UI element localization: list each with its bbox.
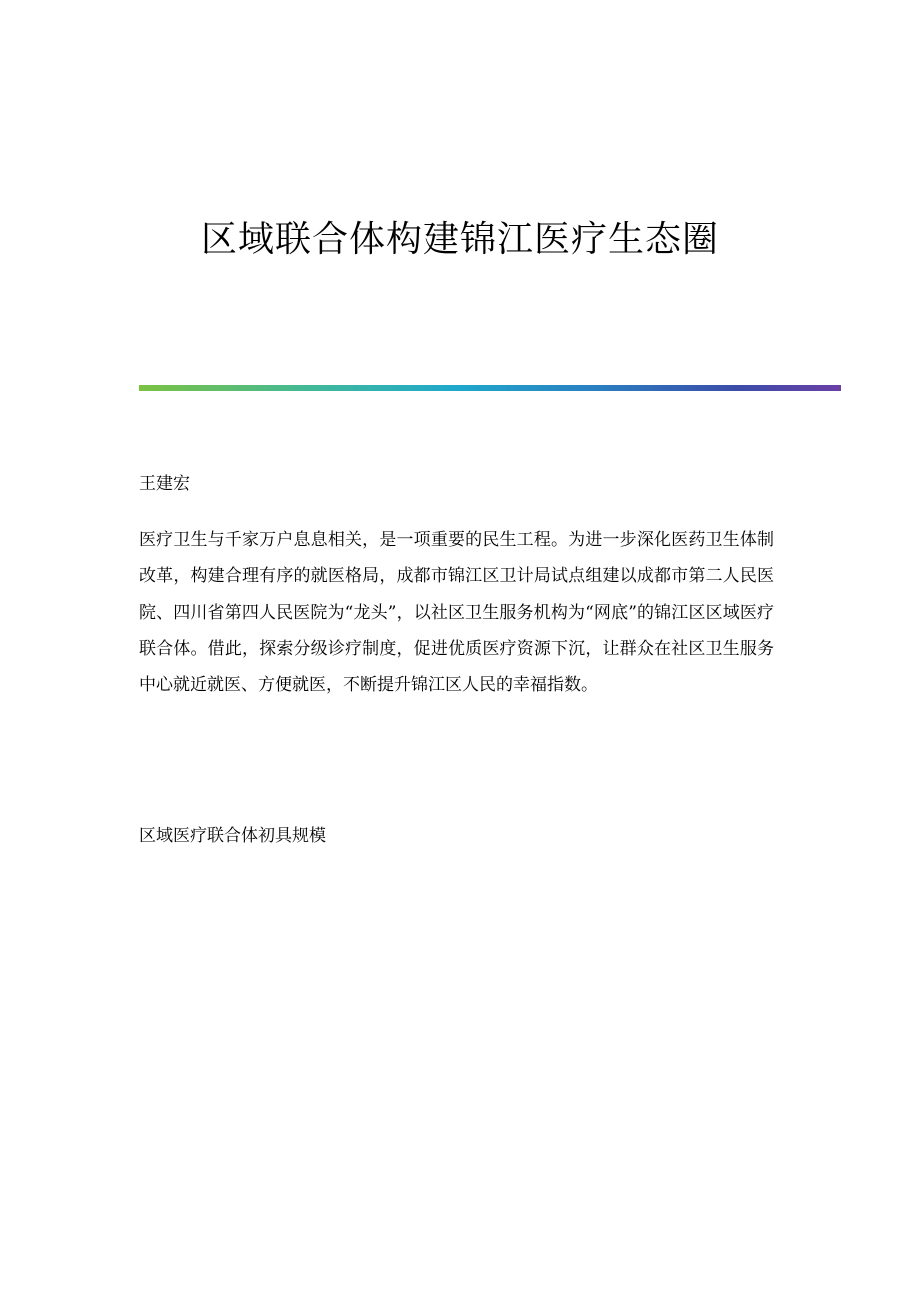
body-paragraph: 医疗卫生与千家万户息息相关，是一项重要的民生工程。为进一步深化医药卫生体制改革，构建合理有序的就医格局，成都市锦江区卫计局试点组建以成都市第二人民医院、四川省第四人民医院为“龙头”，以社区卫生服务机构为“网底”的锦江区区域医疗联合体。借此，探索分级诊疗制度，促进优质医疗资源下沉，让群众在社区卫生服务中心就近就医、方便就医，不断提升锦江区人民的幸福指数。 bbox=[139, 530, 774, 696]
title-divider bbox=[139, 385, 841, 391]
section-heading: 区域医疗联合体初具规模 bbox=[139, 826, 326, 846]
document-title: 区域联合体构建锦江医疗生态圈 bbox=[200, 219, 719, 260]
author-name: 王建宏 bbox=[139, 474, 190, 494]
